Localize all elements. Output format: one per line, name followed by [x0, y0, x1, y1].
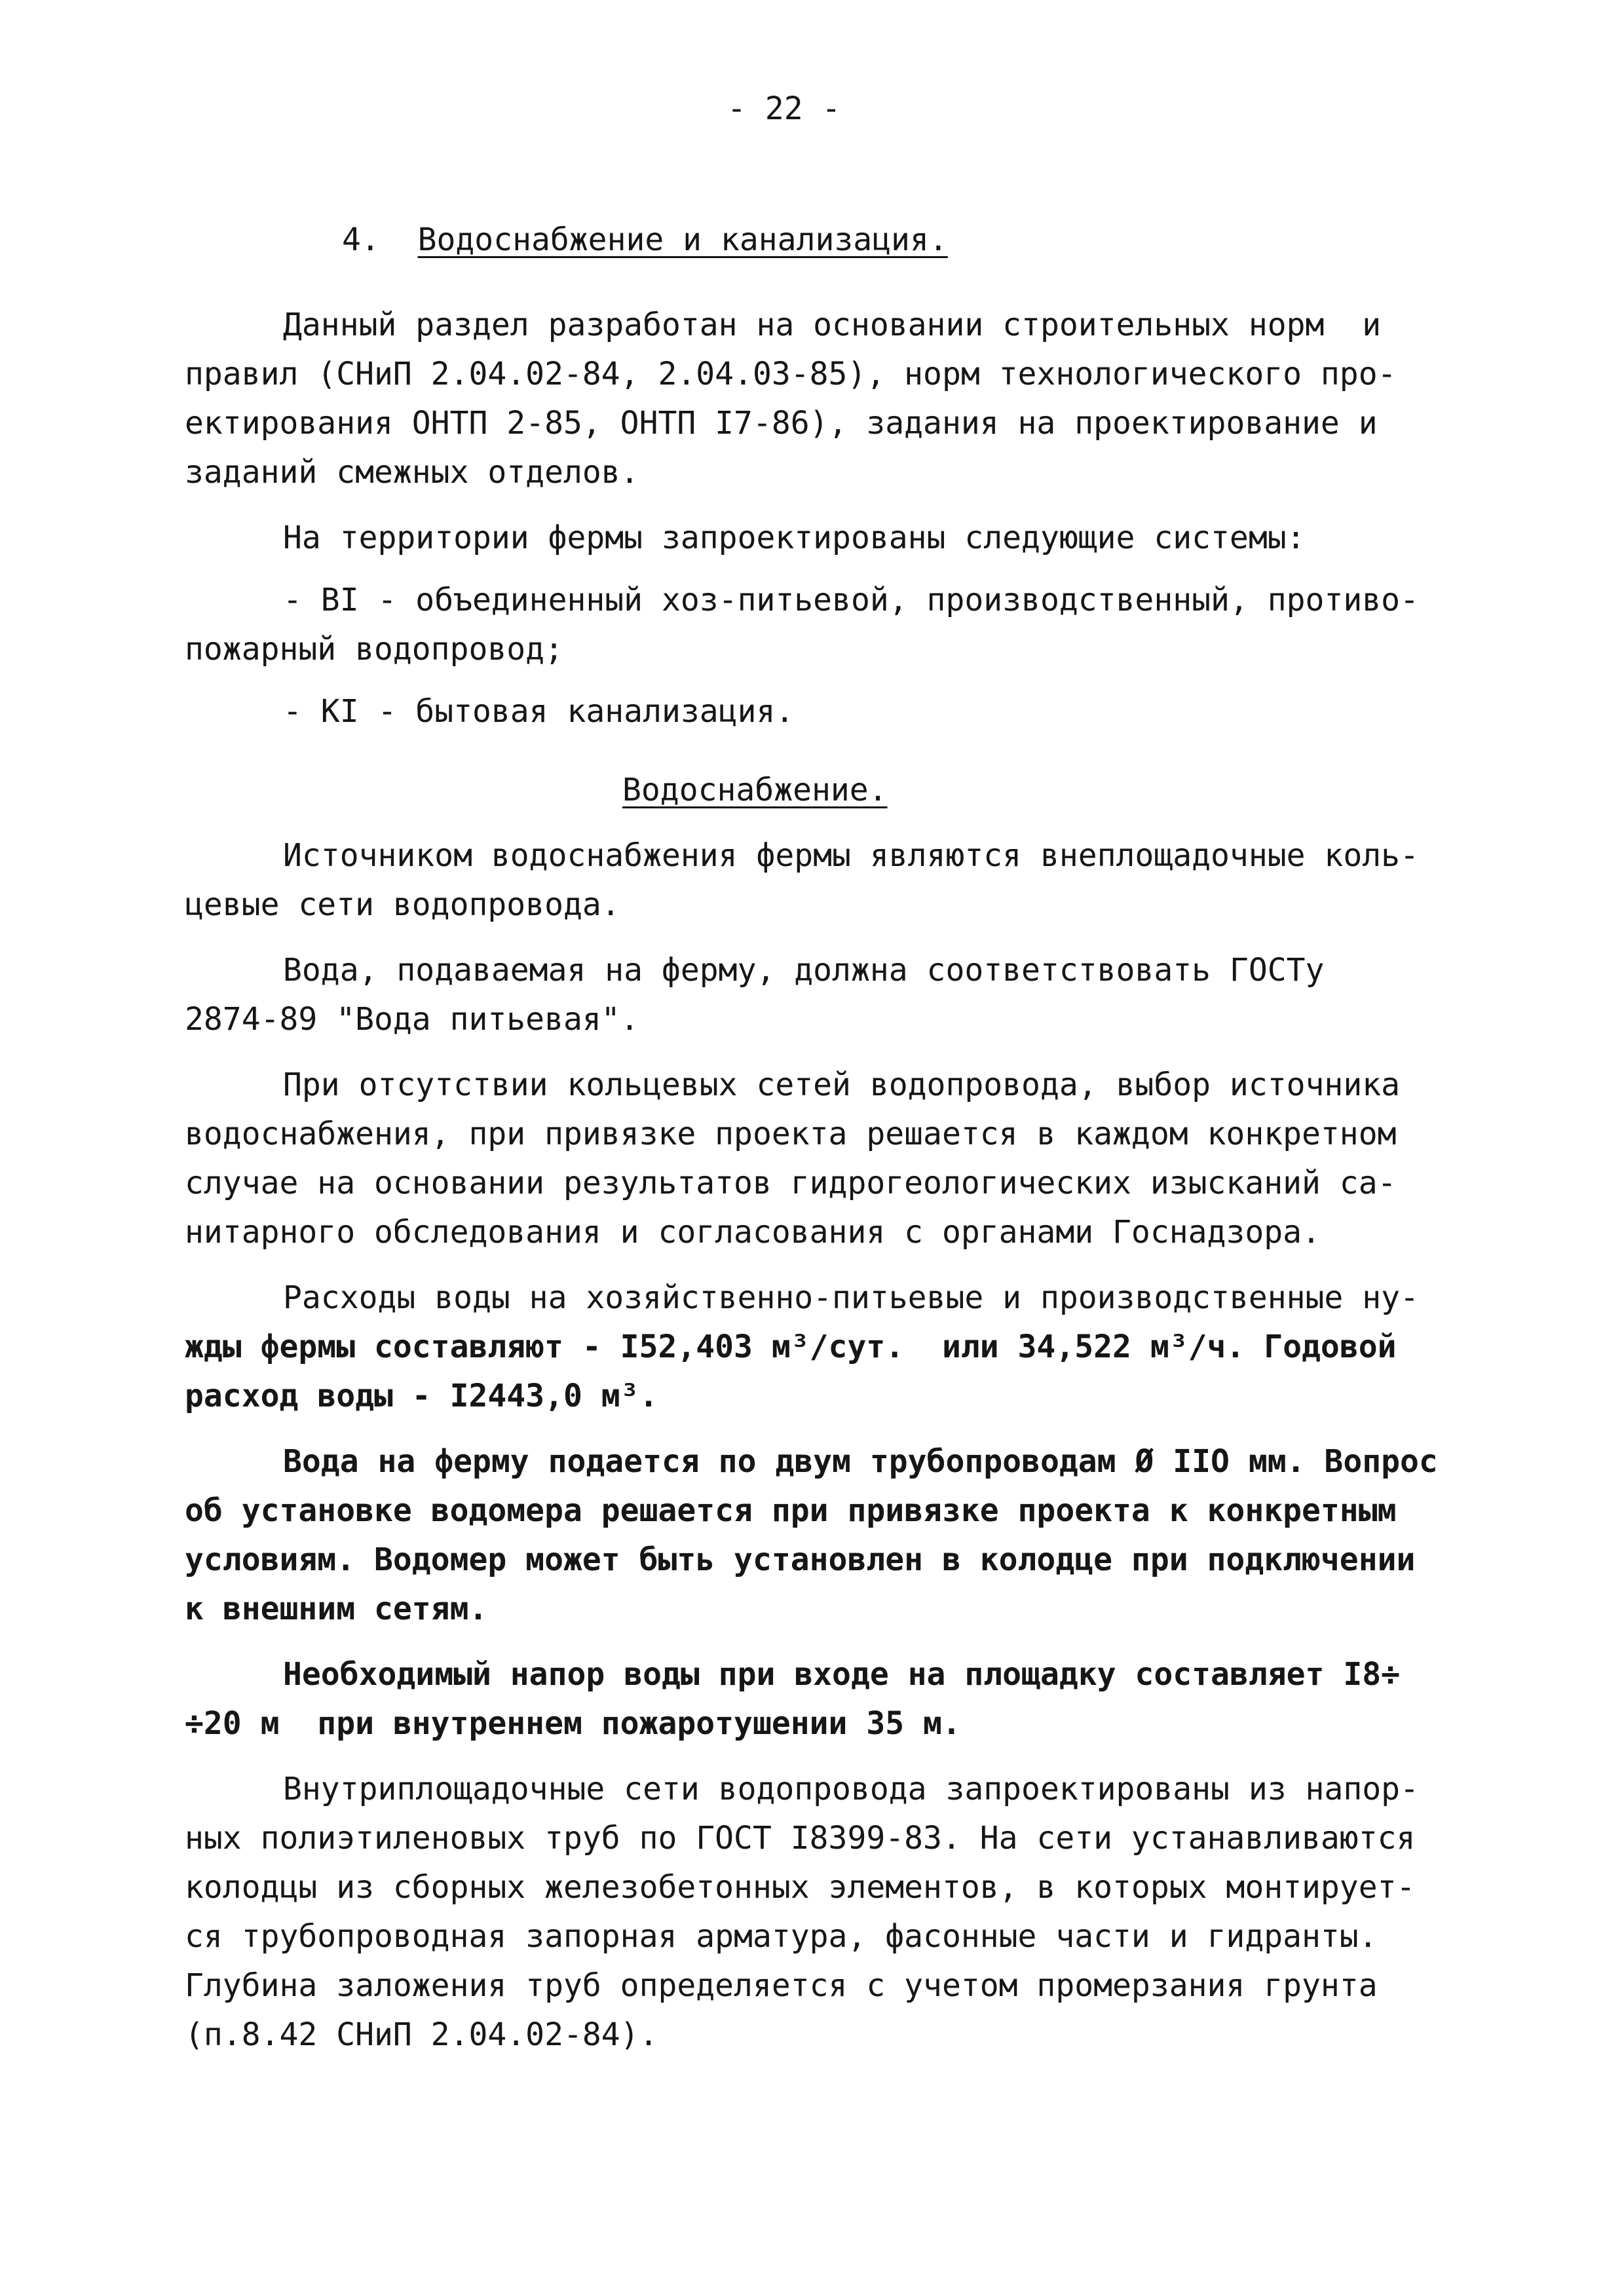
- paragraph-line: нитарного обследования и согласования с органами Госнадзора.: [185, 1214, 1321, 1251]
- page-number: - 22 -: [727, 90, 841, 127]
- paragraph-line: Данный раздел разработан на основании строительных норм и: [283, 307, 1382, 343]
- paragraph-line: ся трубопроводная запорная арматура, фасонные части и гидранты.: [185, 1918, 1378, 1955]
- paragraph-line: об установке водомера решается при привязке проекта к конкретным: [185, 1492, 1397, 1529]
- paragraph-line: случае на основании результатов гидрогеологических изысканий са-: [185, 1165, 1397, 1201]
- paragraph-line: При отсутствии кольцевых сетей водопровода, выбор источника: [283, 1066, 1401, 1103]
- paragraph-line: Расходы воды на хозяйственно-питьевые и производственные ну-: [283, 1279, 1419, 1316]
- paragraph-line: Источником водоснабжения фермы являются внеплощадочные коль-: [283, 837, 1419, 874]
- paragraph-line: заданий смежных отделов.: [185, 454, 639, 491]
- paragraph-line: Внутриплощадочные сети водопровода запроектированы из напор-: [283, 1771, 1419, 1807]
- paragraph-line: На территории фермы запроектированы следующие системы:: [283, 519, 1306, 556]
- paragraph-line: Глубина заложения труб определяется с учетом промерзания грунта: [185, 1967, 1378, 2004]
- paragraph-line: колодцы из сборных железобетонных элементов, в которых монтирует-: [185, 1869, 1416, 1906]
- paragraph-line: Вода на ферму подается по двум трубопроводам Ø IIO мм. Вопрос: [283, 1443, 1438, 1480]
- list-item-line: - BI - объединенный хоз-питьевой, производственный, противо-: [283, 582, 1419, 618]
- list-item-line: пожарный водопровод;: [185, 631, 563, 668]
- section-heading: [342, 216, 948, 263]
- paragraph-line: водоснабжения, при привязке проекта решается в каждом конкретном: [185, 1116, 1397, 1152]
- paragraph-line: цевые сети водопровода.: [185, 886, 620, 923]
- paragraph-line: ÷20 м при внутреннем пожаротушении 35 м.: [185, 1705, 961, 1742]
- paragraph-line: Вода, подаваемая на ферму, должна соответствовать ГОСТу: [283, 952, 1325, 989]
- paragraph-line: расход воды - I2443,0 м³.: [185, 1378, 658, 1414]
- paragraph-line: жды фермы составляют - I52,403 м³/сут. или 34,522 м³/ч. Годовой: [185, 1329, 1397, 1365]
- paragraph-line: (п.8.42 СНиП 2.04.02-84).: [185, 2016, 658, 2053]
- paragraph-line: ных полиэтиленовых труб по ГОСТ I8399-83. На сети устанавливаются: [185, 1820, 1416, 1857]
- paragraph-line: правил (СНиП 2.04.02-84, 2.04.03-85), норм технологического про-: [185, 356, 1397, 392]
- section-title: Водоснабжение и канализация.: [417, 221, 948, 258]
- section-number: 4.: [342, 221, 380, 258]
- paragraph-line: ектирования ОНТП 2-85, ОНТП I7-86), задания на проектирование и: [185, 405, 1378, 442]
- subsection-title: Водоснабжение.: [622, 772, 888, 808]
- list-item-line: - КI - бытовая канализация.: [283, 693, 795, 730]
- paragraph-line: условиям. Водомер может быть установлен в колодце при подключении: [185, 1541, 1416, 1578]
- paragraph-line: Необходимый напор воды при входе на площадку составляет I8÷: [283, 1656, 1401, 1693]
- paragraph-line: к внешним сетям.: [185, 1591, 488, 1627]
- paragraph-line: 2874-89 "Вода питьевая".: [185, 1001, 639, 1038]
